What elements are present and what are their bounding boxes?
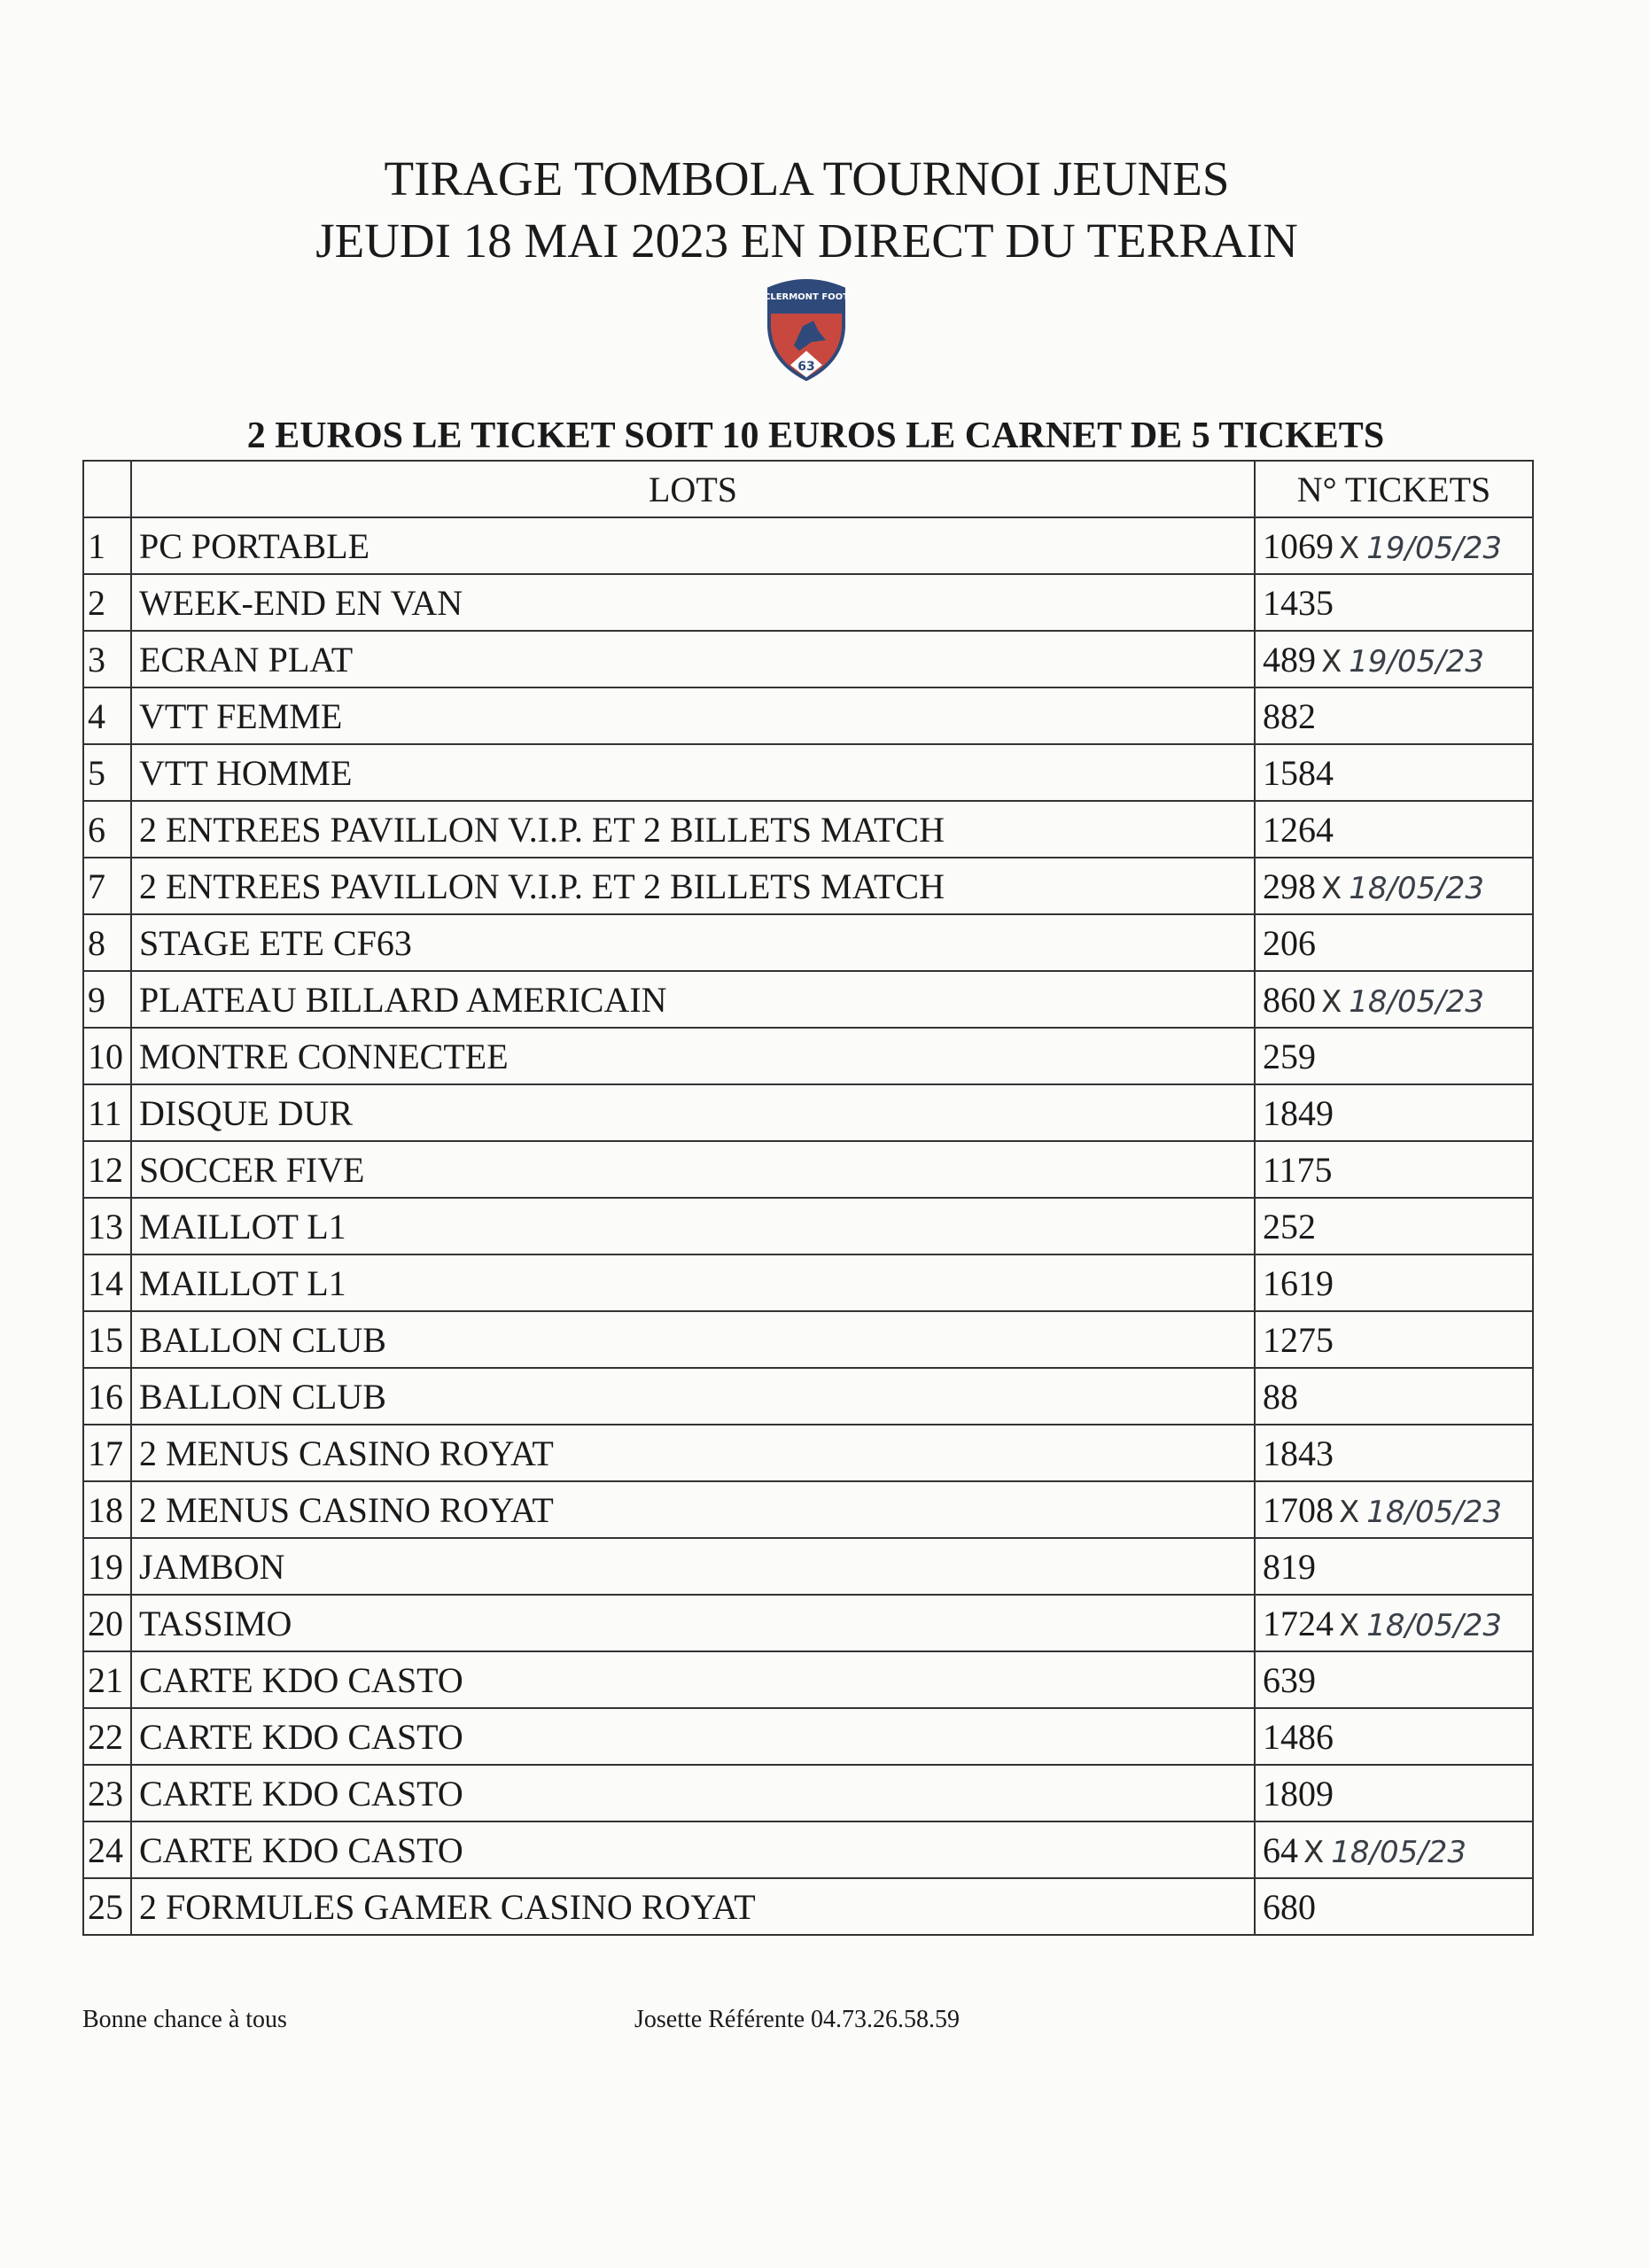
table-row [83, 1821, 1533, 1878]
lot-name: PLATEAU BILLARD AMERICAIN [131, 971, 1255, 1028]
table-row [83, 801, 1533, 858]
table-row [83, 1765, 1533, 1821]
handwritten-cross-mark: X [1339, 530, 1360, 566]
ticket-cell [1255, 1368, 1533, 1425]
ticket-cell [1255, 1425, 1533, 1481]
handwritten-cross-mark: X [1321, 643, 1342, 680]
ticket-cell [1255, 1254, 1533, 1311]
ticket-number: 1264 [1263, 809, 1334, 850]
ticket-cell [1255, 1141, 1533, 1198]
ticket-number: 1069 [1263, 525, 1334, 566]
ticket-number: 298 [1263, 866, 1316, 906]
lot-name: BALLON CLUB [131, 1311, 1255, 1368]
table-header-row [83, 461, 1533, 517]
lot-name: 2 MENUS CASINO ROYAT [131, 1481, 1255, 1538]
footer-good-luck: Bonne chance à tous [82, 2006, 287, 2033]
table-row [83, 1538, 1533, 1595]
row-number: 25 [83, 1878, 131, 1935]
handwritten-draw-date: 18/05/23 [1366, 1494, 1502, 1530]
ticket-number: 252 [1263, 1206, 1316, 1247]
handwritten-cross-mark: X [1321, 983, 1342, 1020]
ticket-cell [1255, 914, 1533, 971]
ticket-cell [1255, 744, 1533, 801]
svg-text:63: 63 [797, 360, 815, 374]
lot-name: 2 ENTREES PAVILLON V.I.P. ET 2 BILLETS MATCH [131, 858, 1255, 914]
handwritten-draw-date: 18/05/23 [1331, 1834, 1466, 1870]
table-row [83, 631, 1533, 687]
ticket-cell [1255, 858, 1533, 914]
table-row [83, 1595, 1533, 1651]
lot-name: WEEK-END EN VAN [131, 574, 1255, 631]
lot-name: ECRAN PLAT [131, 631, 1255, 687]
ticket-number: 1843 [1263, 1433, 1334, 1473]
ticket-cell [1255, 1651, 1533, 1708]
ticket-cell [1255, 1708, 1533, 1765]
table-row [83, 1028, 1533, 1084]
ticket-number: 64 [1263, 1829, 1298, 1870]
handwritten-cross-mark: X [1339, 1607, 1360, 1643]
ticket-cell [1255, 687, 1533, 744]
lot-name: 2 ENTREES PAVILLON V.I.P. ET 2 BILLETS MATCH [131, 801, 1255, 858]
table-row [83, 1708, 1533, 1765]
row-number: 17 [83, 1425, 131, 1481]
ticket-cell [1255, 1084, 1533, 1141]
table-row [83, 971, 1533, 1028]
ticket-cell [1255, 1311, 1533, 1368]
ticket-number: 1435 [1263, 582, 1334, 623]
table-row [83, 858, 1533, 914]
lot-name: JAMBON [131, 1538, 1255, 1595]
lot-name: STAGE ETE CF63 [131, 914, 1255, 971]
ticket-cell [1255, 574, 1533, 631]
row-number: 14 [83, 1254, 131, 1311]
row-number: 7 [83, 858, 131, 914]
table-row [83, 1878, 1533, 1935]
table-row [83, 744, 1533, 801]
row-number: 1 [83, 517, 131, 574]
header-tickets: N° TICKETS [1255, 461, 1533, 517]
lot-name: PC PORTABLE [131, 517, 1255, 574]
row-number: 6 [83, 801, 131, 858]
ticket-number: 206 [1263, 922, 1316, 963]
row-number: 18 [83, 1481, 131, 1538]
ticket-number: 639 [1263, 1659, 1316, 1700]
lot-name: CARTE KDO CASTO [131, 1821, 1255, 1878]
lot-name: VTT FEMME [131, 687, 1255, 744]
table-row [83, 687, 1533, 744]
ticket-number: 1175 [1263, 1149, 1333, 1190]
handwritten-cross-mark: X [1321, 870, 1342, 906]
ticket-price-subtitle: 2 EUROS LE TICKET SOIT 10 EUROS LE CARNET DE 5 TICKETS [246, 416, 1385, 456]
lot-name: MAILLOT L1 [131, 1198, 1255, 1254]
prize-table [82, 460, 1534, 1936]
ticket-cell [1255, 1821, 1533, 1878]
lot-name: 2 FORMULES GAMER CASINO ROYAT [131, 1878, 1255, 1935]
ticket-cell [1255, 1765, 1533, 1821]
row-number: 11 [83, 1084, 131, 1141]
row-number: 16 [83, 1368, 131, 1425]
table-row [83, 1368, 1533, 1425]
table-row [83, 1084, 1533, 1141]
ticket-number: 1584 [1263, 752, 1334, 793]
lot-name: TASSIMO [131, 1595, 1255, 1651]
handwritten-draw-date: 19/05/23 [1349, 643, 1484, 680]
ticket-number: 819 [1263, 1546, 1316, 1587]
clermont-foot-logo [764, 276, 849, 381]
ticket-number: 1724 [1263, 1603, 1334, 1643]
lot-name: CARTE KDO CASTO [131, 1765, 1255, 1821]
svg-text:CLERMONT FOOT: CLERMONT FOOT [764, 292, 849, 302]
row-number: 13 [83, 1198, 131, 1254]
handwritten-draw-date: 18/05/23 [1349, 983, 1484, 1020]
ticket-number: 1708 [1263, 1489, 1334, 1530]
ticket-number: 882 [1263, 695, 1316, 736]
table-row [83, 1198, 1533, 1254]
lot-name: 2 MENUS CASINO ROYAT [131, 1425, 1255, 1481]
row-number: 4 [83, 687, 131, 744]
ticket-cell [1255, 1028, 1533, 1084]
handwritten-draw-date: 18/05/23 [1366, 1607, 1502, 1643]
ticket-number: 1275 [1263, 1319, 1334, 1360]
row-number: 2 [83, 574, 131, 631]
row-number: 12 [83, 1141, 131, 1198]
row-number: 10 [83, 1028, 131, 1084]
lot-name: CARTE KDO CASTO [131, 1651, 1255, 1708]
ticket-cell [1255, 1878, 1533, 1935]
ticket-number: 1849 [1263, 1092, 1334, 1133]
ticket-number: 1486 [1263, 1716, 1334, 1757]
table-row [83, 1425, 1533, 1481]
table-row [83, 914, 1533, 971]
footer-contact: Josette Référente 04.73.26.58.59 [634, 2006, 961, 2033]
handwritten-cross-mark: X [1339, 1494, 1360, 1530]
header-number [83, 461, 131, 517]
ticket-number: 680 [1263, 1886, 1316, 1927]
title-line-2: JEUDI 18 MAI 2023 EN DIRECT DU TERRAIN [315, 214, 1298, 268]
ticket-cell [1255, 1595, 1533, 1651]
row-number: 21 [83, 1651, 131, 1708]
table-row [83, 1141, 1533, 1198]
handwritten-draw-date: 19/05/23 [1366, 530, 1502, 566]
table-row [83, 1254, 1533, 1311]
lot-name: VTT HOMME [131, 744, 1255, 801]
row-number: 19 [83, 1538, 131, 1595]
row-number: 24 [83, 1821, 131, 1878]
lot-name: MAILLOT L1 [131, 1254, 1255, 1311]
lot-name: BALLON CLUB [131, 1368, 1255, 1425]
table-row [83, 517, 1533, 574]
ticket-cell [1255, 1538, 1533, 1595]
ticket-number: 1809 [1263, 1773, 1334, 1814]
row-number: 8 [83, 914, 131, 971]
handwritten-cross-mark: X [1303, 1834, 1325, 1870]
ticket-number: 860 [1263, 979, 1316, 1020]
row-number: 9 [83, 971, 131, 1028]
lot-name: DISQUE DUR [131, 1084, 1255, 1141]
ticket-number: 1619 [1263, 1262, 1334, 1303]
ticket-number: 259 [1263, 1036, 1316, 1076]
lot-name: MONTRE CONNECTEE [131, 1028, 1255, 1084]
handwritten-draw-date: 18/05/23 [1349, 870, 1484, 906]
ticket-number: 489 [1263, 639, 1316, 680]
row-number: 3 [83, 631, 131, 687]
lot-name: CARTE KDO CASTO [131, 1708, 1255, 1765]
header-lots: LOTS [131, 461, 1255, 517]
ticket-number: 88 [1263, 1376, 1298, 1417]
table-row [83, 1481, 1533, 1538]
row-number: 22 [83, 1708, 131, 1765]
row-number: 15 [83, 1311, 131, 1368]
ticket-cell [1255, 631, 1533, 687]
row-number: 20 [83, 1595, 131, 1651]
ticket-cell [1255, 517, 1533, 574]
ticket-cell [1255, 801, 1533, 858]
ticket-cell [1255, 1481, 1533, 1538]
table-row [83, 1311, 1533, 1368]
table-row [83, 1651, 1533, 1708]
table-row [83, 574, 1533, 631]
title-line-1: TIRAGE TOMBOLA TOURNOI JEUNES [384, 151, 1230, 206]
lot-name: SOCCER FIVE [131, 1141, 1255, 1198]
row-number: 5 [83, 744, 131, 801]
ticket-cell [1255, 1198, 1533, 1254]
ticket-cell [1255, 971, 1533, 1028]
row-number: 23 [83, 1765, 131, 1821]
